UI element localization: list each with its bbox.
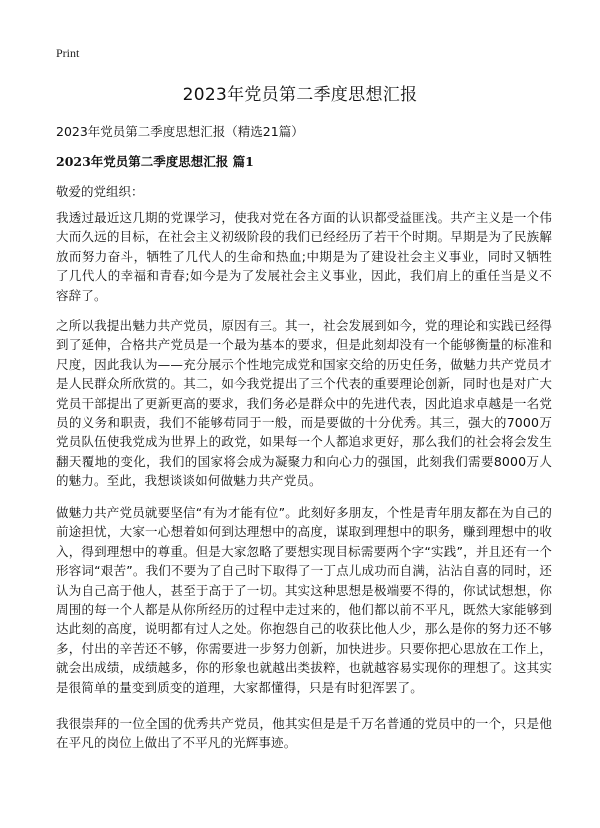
body-paragraph: 做魅力共产党员就要坚信“有为才能有位”。此刻好多朋友，个性是青年朋友都在为自己的前途担忧，大家一心想着如何到达理想中的高度，谋取到理想中的职务，赚到理想中的收入，得到理想中的尊重。但是大家忽略了要想实现目标需要两个字“实践”，并且还有一个形容词“艰苦”。我们不要为了自己时下取得了一丁点儿成功而自满，沾沾自喜的同时，还认为自己高于他人，甚至于高于了一切。其实这种思想是极端要不得的，你试试想想，你周围的每一个人都是从你所经历的过程中走过来的，他们都以前不平凡，既然大家能够到达此刻的高度，说明都有过人之处。你抱怨自己的收获比他人少，那么是你的努力还不够多，付出的辛苦还不够，你需要进一步努力创新，加快进步。只要你把心思放在工作上，就会出成绩，成绩越多，你的形象也就越出类拔粹，也就越容易实现你的理想了。这其实是很简单的量变到质变的道理，大家都懂得，只是有时犯浑罢了。 <box>56 505 553 695</box>
page-title: 2023年党员第二季度思想汇报 <box>182 85 418 105</box>
body-paragraph: 之所以我提出魅力共产党员，原因有三。其一，社会发展到如今，党的理论和实践已经得到了延伸，合格共产党员是一个最为基本的要求，但是此刻却没有一个能够衡量的标准和尺度，因此我认为——充分展示个性地完成党和国家交给的历史任务，做魅力共产党员才是人民群众所欣赏的。其二，如今我党提出了三个代表的重要理论创新，同时也是对广大党员干部提出了更新更高的要求，我们务必是群众中的先进代表，因此追求卓越是一名党员的义务和职责，我们不能够苟同于一般，而是要做的十分优秀。其三，强大的7000万党员队伍使我党成为世界上的政党，如果每一个人都追求更好，那么我们的社会将会发生翻天覆地的变化，我们的国家将会成为凝聚力和向心力的强国，此刻我们需要8000万人的魅力。至此，我想谈谈如何做魅力共产党员。 <box>56 318 552 489</box>
body-paragraph: 我很崇拜的一位全国的优秀共产党员，他其实但是是千万名普通的党员中的一个，只是他在平凡的岗位上做出了不平凡的光辉事迹。 <box>56 716 552 751</box>
body-paragraph: 我透过最近这几期的党课学习，使我对党在各方面的认识都受益匪浅。共产主义是一个伟大而久远的目标，在社会主义初级阶段的我们已经经历了若干个时期。早期是为了民族解放而努力奋斗，牺牲了几代人的生命和热血;中期是为了建设社会主义事业，同时又牺牲了几代人的幸福和青春;如今是为了发展社会主义事业，因此，我们肩上的重任当是义不容辞了。 <box>56 210 552 303</box>
salutation: 敬爱的党组织： <box>56 184 144 199</box>
section-heading: 2023年党员第二季度思想汇报 篇1 <box>56 154 254 169</box>
document-subtitle: 2023年党员第二季度思想汇报（精选21篇） <box>56 124 304 139</box>
print-link[interactable]: Print <box>56 46 80 60</box>
